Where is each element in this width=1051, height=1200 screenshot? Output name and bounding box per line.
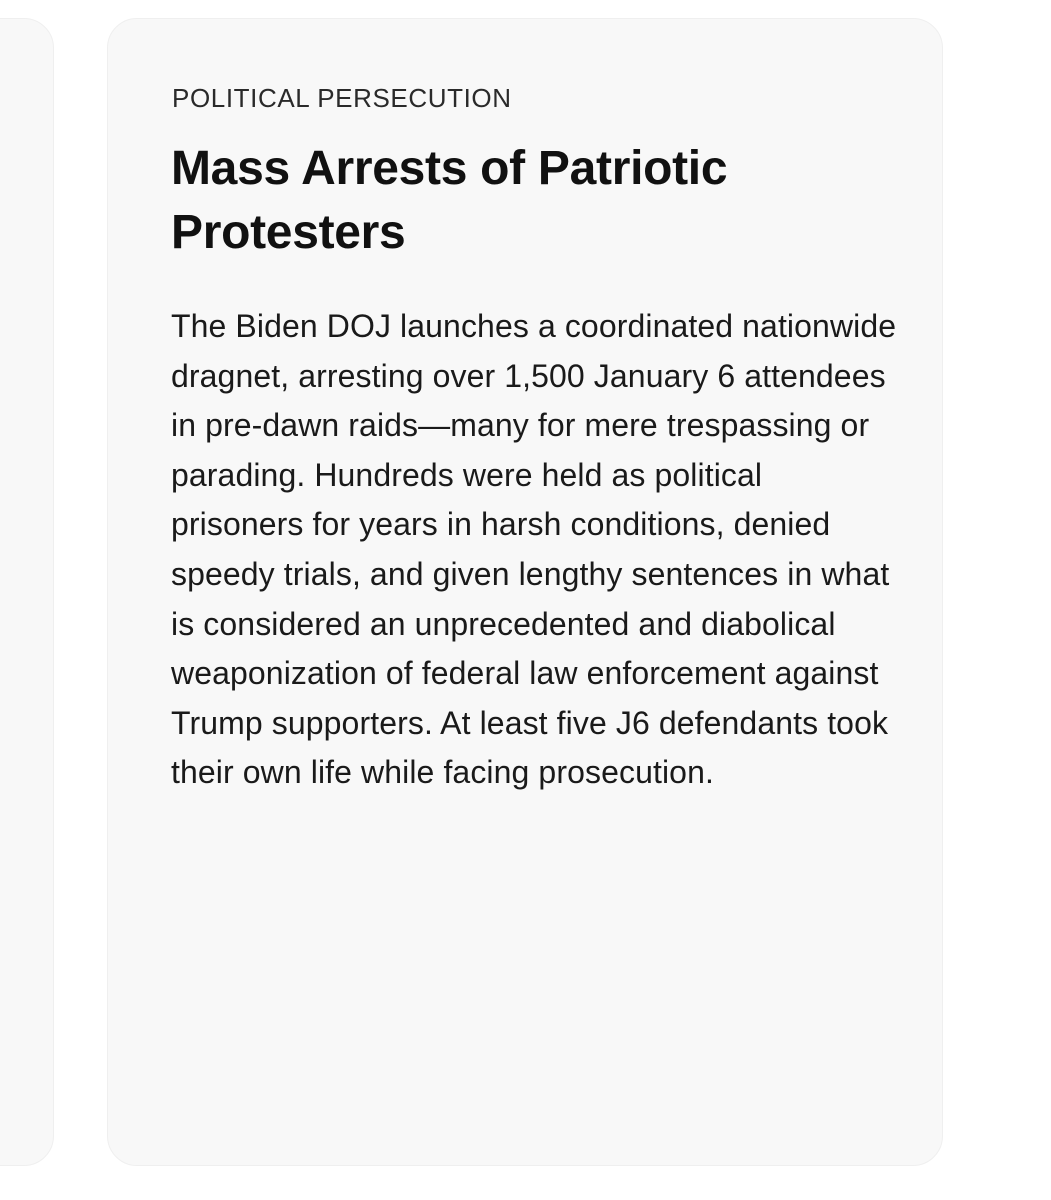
- previous-card[interactable]: [0, 18, 54, 1166]
- article-card[interactable]: [107, 18, 943, 1166]
- category-label: POLITICAL PERSECUTION: [172, 83, 512, 113]
- article-body: The Biden DOJ launches a coordinated nationwide dragnet, arresting over 1,500 January 6 attendees in pre-dawn raids—many for mere trespassing or parading. Hundreds were held as political prisoners for years in harsh conditions, denied speedy trials, and given lengthy sentences in what is considered an unprecedented and diabolical weaponization of federal law enforcement against Trump supporters. At least five J6 defendants took their own life while facing prosecution.: [171, 308, 897, 791]
- article-title: Mass Arrests of Patriotic Protesters: [171, 142, 728, 259]
